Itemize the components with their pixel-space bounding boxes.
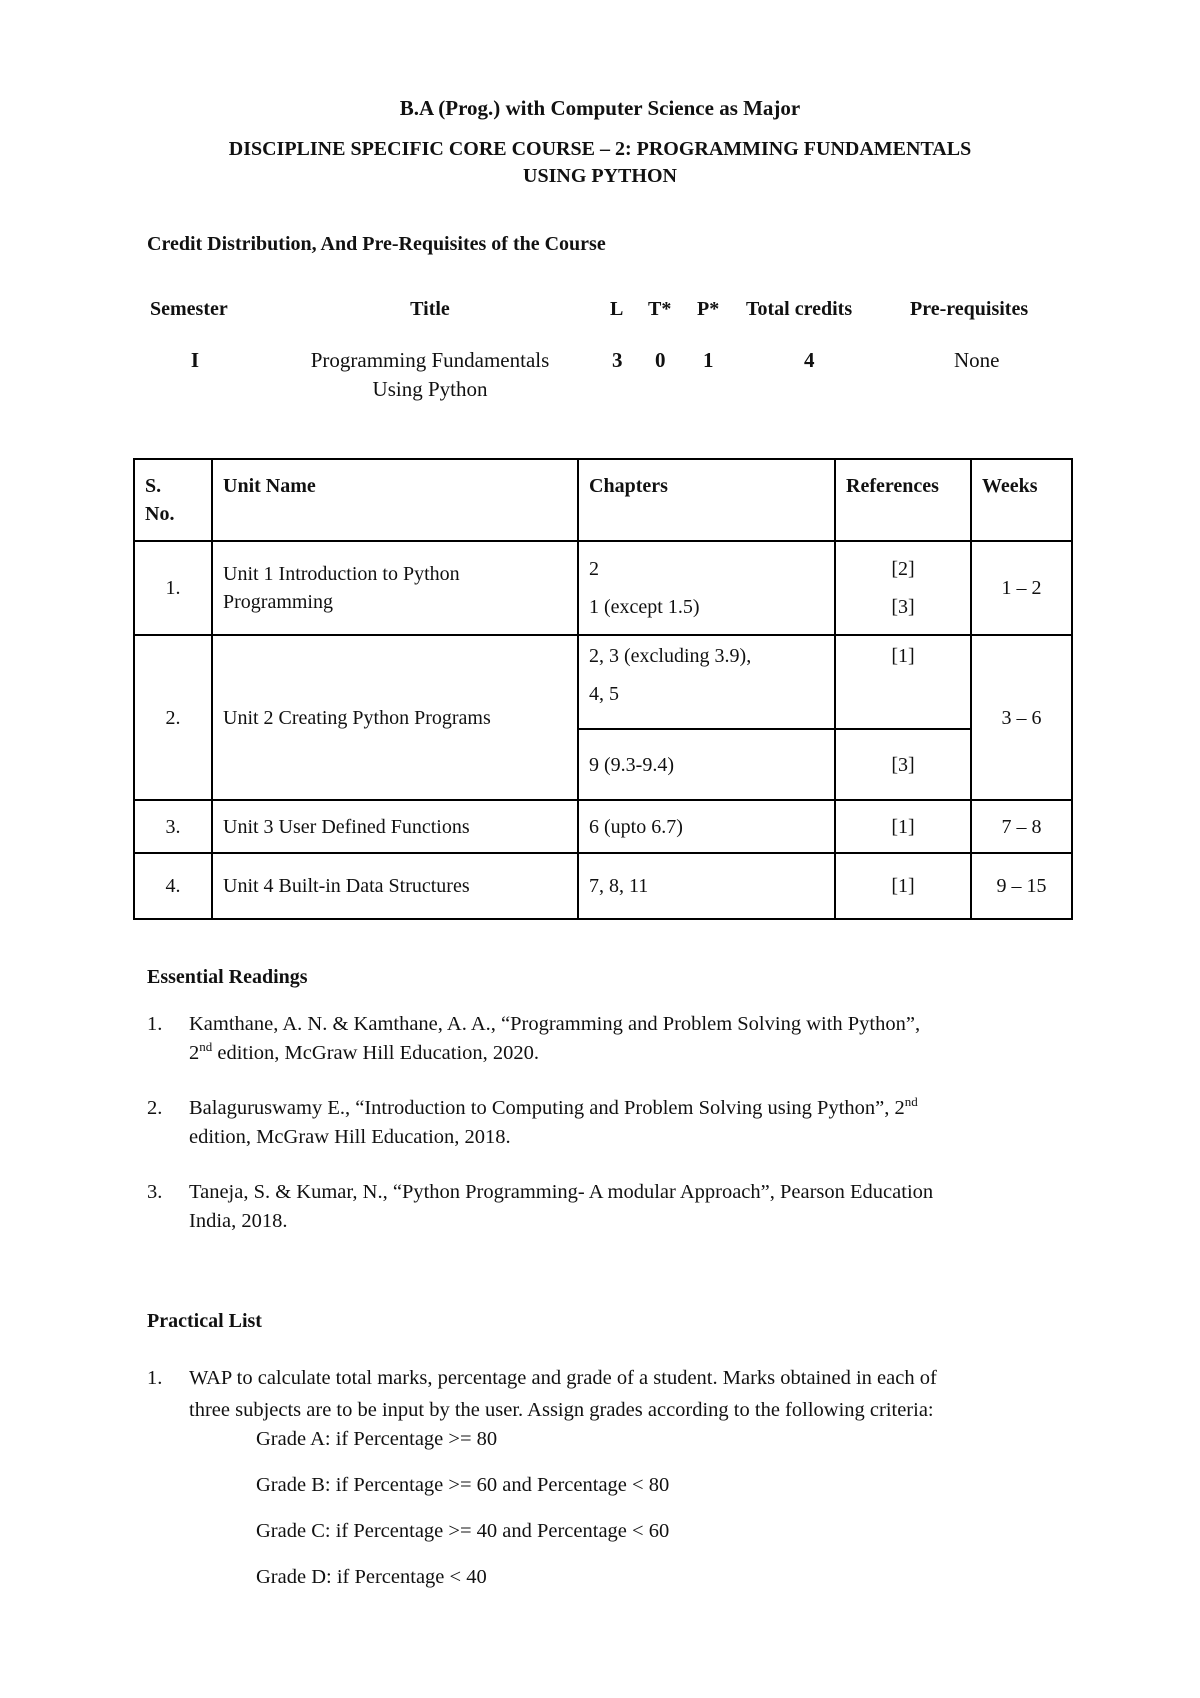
grade-d-criteria: Grade D: if Percentage < 40 [256,1566,487,1588]
row2-unit-name: Unit 2 Creating Python Programs [212,635,578,800]
row1-sno: 1. [134,541,212,635]
row4-references: [1] [835,853,971,919]
unit-table [133,458,1073,920]
credit-title-line1: Programming Fundamentals [310,348,550,372]
row2-chapters-a: 2, 3 (excluding 3.9), 4, 5 [578,635,835,729]
credit-distribution-heading: Credit Distribution, And Pre-Requisites of the Course [147,233,606,255]
credit-header-l: L [610,298,624,320]
row1-unit-name: Unit 1 Introduction to Python Programming [212,541,578,635]
row1-references: [2] [3] [835,541,971,635]
credit-header-prereq: Pre-requisites [910,298,1029,320]
credit-header-p: P* [697,298,720,320]
row4-chapters: 7, 8, 11 [578,853,835,919]
row2-references-b: [3] [835,729,971,800]
reading-item-3: 3. Taneja, S. & Kumar, N., “Python Programming- A modular Approach”, Pearson Education India, 2018. [147,1181,934,1232]
header-references: References [835,459,971,541]
credit-header-total: Total credits [746,298,853,320]
row2-chapters-b: 9 (9.3-9.4) [578,729,835,800]
credit-l-value: 3 [612,348,623,372]
row2-weeks: 3 – 6 [971,635,1072,800]
header-weeks: Weeks [971,459,1072,541]
document-title: B.A (Prog.) with Computer Science as Major [399,96,801,120]
reading-item-1: 1. Kamthane, A. N. & Kamthane, A. A., “Programming and Problem Solving with Python”, 2nd edition, McGraw Hill Education, 2020. [147,1013,921,1064]
credit-t-value: 0 [655,348,666,372]
row3-sno: 3. [134,800,212,853]
credit-title-line2: Using Python [372,377,488,401]
table-row [134,541,1072,635]
row2-references-a: [1] [835,635,971,729]
row2-sno: 2. [134,635,212,800]
row3-weeks: 7 – 8 [971,800,1072,853]
essential-readings-heading: Essential Readings [147,966,308,988]
grade-a-criteria: Grade A: if Percentage >= 80 [256,1428,498,1450]
grade-c-criteria: Grade C: if Percentage >= 40 and Percentage < 60 [256,1520,670,1542]
table-row [134,853,1072,919]
practical-list-heading: Practical List [147,1310,262,1332]
course-title-line1: DISCIPLINE SPECIFIC CORE COURSE – 2: PROGRAMMING FUNDAMENTALS [228,138,972,160]
reading-item-2: 2. Balaguruswamy E., “Introduction to Computing and Problem Solving using Python”, 2nd edition, McGraw Hill Education, 2018. [147,1094,918,1148]
credit-header-title: Title [410,298,450,320]
credit-title-value [280,346,580,404]
unit-table-header-row [134,459,1072,541]
row1-weeks: 1 – 2 [971,541,1072,635]
header-unit-name: Unit Name [212,459,578,541]
credit-p-value: 1 [703,348,714,372]
row3-references: [1] [835,800,971,853]
header-chapters: Chapters [578,459,835,541]
credit-header-t: T* [648,298,672,320]
course-title-line2: USING PYTHON [523,165,677,187]
row1-chapters: 2 1 (except 1.5) [578,541,835,635]
header-sno: S. No. [134,459,212,541]
row4-weeks: 9 – 15 [971,853,1072,919]
table-row [134,635,1072,729]
row3-unit-name: Unit 3 User Defined Functions [212,800,578,853]
table-row [134,800,1072,853]
credit-header-semester: Semester [150,298,228,320]
practical-item-1: 1. WAP to calculate total marks, percentage and grade of a student. Marks obtained in each of three subjects are to be input by the user. Assign grades according to the following criteria: [147,1367,937,1421]
credit-total-value: 4 [804,348,815,372]
row3-chapters: 6 (upto 6.7) [578,800,835,853]
course-title [140,136,1060,190]
row4-sno: 4. [134,853,212,919]
grade-b-criteria: Grade B: if Percentage >= 60 and Percentage < 80 [256,1474,670,1496]
row4-unit-name: Unit 4 Built-in Data Structures [212,853,578,919]
credit-prereq-value: None [954,348,1000,372]
credit-semester-value: I [190,348,200,372]
